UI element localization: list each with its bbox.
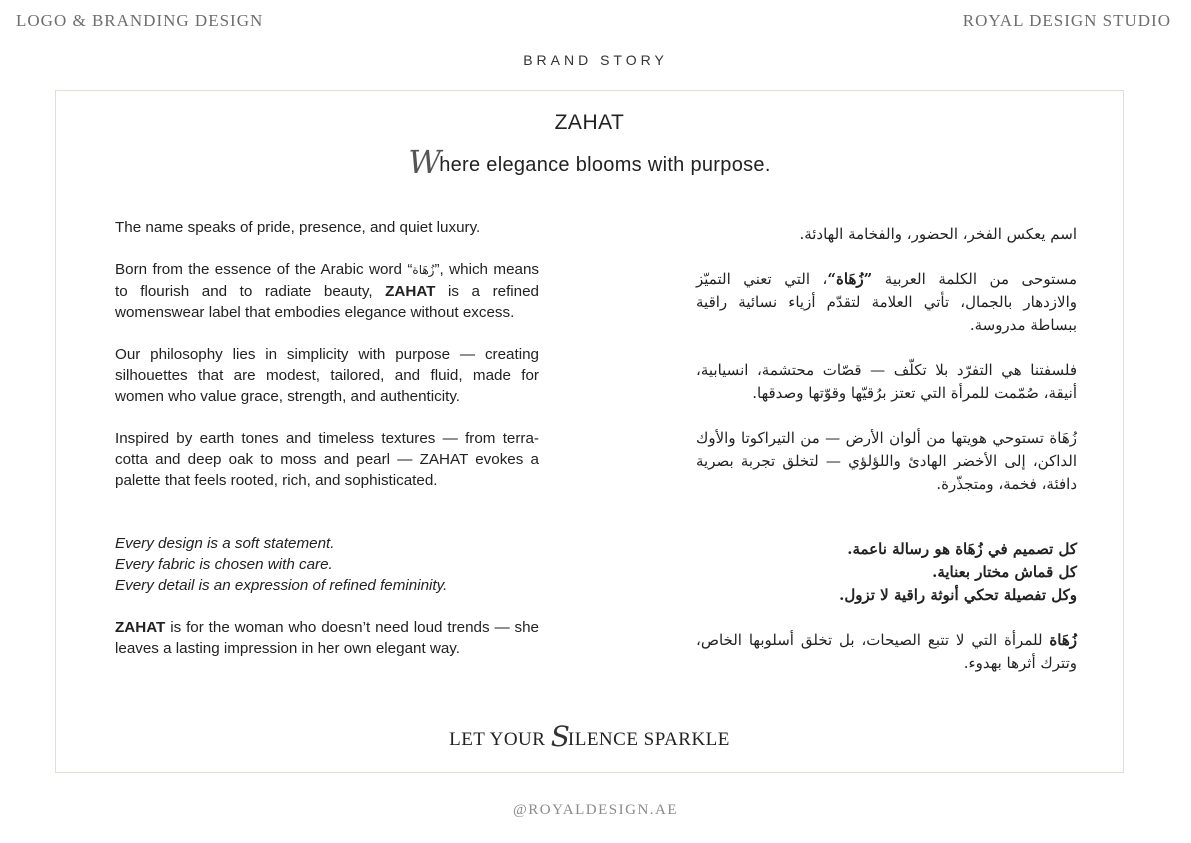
ar-paragraph-1: اسم يعكس الفخر، الحضور، والفخامة الهادئة. xyxy=(799,225,1077,243)
en-paragraph-1: The name speaks of pride, presence, and quiet luxury. xyxy=(115,219,481,236)
en-p2-arabic-word: زُهَاة xyxy=(412,263,435,277)
header-right-title: ROYAL DESIGN STUDIO xyxy=(962,11,1171,30)
brand-story-card xyxy=(55,90,1124,773)
ar-paragraph-3: فلسفتنا هي التفرّد بلا تكلّف — قصّات محتشمة، انسيابية، أنيقة، صُمّمت للمرأة التي تعتز برُقيّها وقوّتها وصدقها. xyxy=(696,361,1077,402)
closing-text-before: LET YOUR xyxy=(449,729,551,750)
ar-bold-line-3: وكل تفصيلة تحكي أنوثة راقية لا تزول. xyxy=(839,586,1077,604)
closing-initial: S xyxy=(550,720,568,753)
en-p2-brand: ZAHAT xyxy=(385,283,436,300)
english-column xyxy=(115,217,539,680)
en-paragraph-4: Inspired by earth tones and timeless textures — from terra-cotta and deep oak to moss and pearl — ZAHAT evokes a palette that feels rooted, rich, and sophisticated. xyxy=(115,430,539,489)
closing-text-after: ILENCE SPARKLE xyxy=(567,729,730,750)
ar-paragraph-2 xyxy=(696,268,1077,337)
en-p2-text-a: Born from the essence of the Arabic word “ xyxy=(115,261,413,278)
ar-p2-word: ”زُهَاة“ xyxy=(827,270,873,288)
brand-name: ZAHAT xyxy=(554,111,625,134)
en-p2-text-c: is a refined womenswear label that embodies elegance without excess. xyxy=(115,283,540,321)
tagline xyxy=(56,141,1123,179)
en-italic-line-3: Every detail is an expression of refined femininity. xyxy=(115,577,448,594)
ar-p5-text: للمرأة التي لا تتبع الصيحات، بل تخلق أسلوبها الخاص، وتترك أثرها بهدوء. xyxy=(696,631,1077,672)
arabic-column xyxy=(696,223,1077,697)
en-paragraph-2 xyxy=(115,259,539,323)
en-p5-text: is for the woman who doesn’t need loud trends — she leaves a lasting impression in her own elegant way. xyxy=(115,619,539,657)
closing-slogan xyxy=(56,719,1123,752)
en-paragraph-3: Our philosophy lies in simplicity with purpose — creating silhouettes that are modest, tailored, and fluid, made for women who value grace, strength, and authenticity. xyxy=(115,346,539,405)
section-title: BRAND STORY xyxy=(523,52,668,68)
social-handle: @ROYALDESIGN.AE xyxy=(512,802,679,818)
en-paragraph-5 xyxy=(115,617,539,659)
tagline-initial: W xyxy=(408,143,440,181)
header-left-title: LOGO & BRANDING DESIGN xyxy=(16,11,264,30)
en-p2-text-b: ”, which means to flourish and to radiate beauty, xyxy=(115,261,539,300)
ar-bold-line-1: كل تصميم في زُهَاة هو رسالة ناعمة. xyxy=(847,540,1077,558)
ar-bold-statements xyxy=(696,538,1077,607)
ar-paragraph-5 xyxy=(696,629,1077,675)
en-p5-brand: ZAHAT xyxy=(115,619,166,636)
tagline-rest: here elegance blooms with purpose. xyxy=(439,154,771,176)
en-italic-line-2: Every fabric is chosen with care. xyxy=(115,556,333,573)
ar-p2-text-b: ، التي تعني التميّز والازدهار بالجمال، تأتي العلامة لتقدّم أزياء نسائية راقية ببساطة مدروسة. xyxy=(696,270,1077,334)
en-italic-line-1: Every design is a soft statement. xyxy=(115,535,335,552)
ar-p5-brand: زُهَاة xyxy=(1049,631,1077,649)
en-italic-statements xyxy=(115,533,539,596)
ar-bold-line-2: كل قماش مختار بعناية. xyxy=(932,563,1077,581)
ar-paragraph-4: زُهَاة تستوحي هويتها من ألوان الأرض — من التيراكوتا والأوك الداكن، إلى الأخضر الهادئ واللؤلؤي — لتخلق تجربة بصرية دافئة، فخمة، ومتجذّرة. xyxy=(696,429,1077,493)
ar-p2-text-a: مستوحى من الكلمة العربية xyxy=(872,270,1078,288)
